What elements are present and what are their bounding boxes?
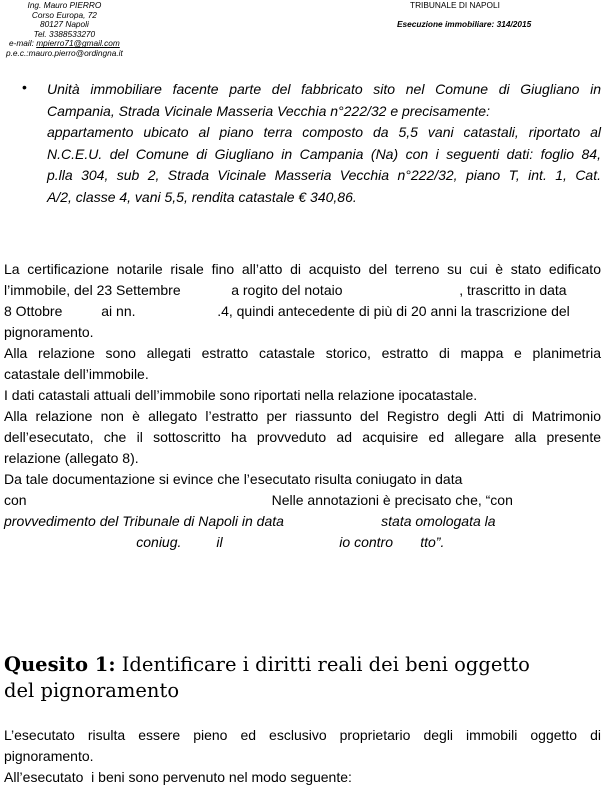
- section-heading-line-2: del pignoramento: [4, 679, 180, 702]
- body-line: I dati catastali attuali dell’immobile sono riportati nella relazione ipocatastale.: [4, 387, 478, 403]
- body-line: pignoramento.: [4, 748, 94, 764]
- section-heading: [4, 652, 530, 704]
- body-line: 8 Ottobre ai nn. .4, quindi antecedente di più di 20 anni la trascrizione del: [4, 303, 570, 319]
- body-line: Da tale documentazione si evince che l’esecutato risulta coniugato in data: [4, 471, 463, 487]
- author-name: Ing. Mauro PIERRO: [27, 0, 102, 10]
- body-paragraph-ownership: [4, 725, 601, 788]
- body-line: l’immobile, del 23 Settembre a rogito del notaio , trascritto in data: [4, 282, 567, 298]
- body-line: All’esecutato i beni sono pervenuto nel modo seguente:: [4, 769, 352, 785]
- body-line: La certificazione notarile risale fino all’atto di acquisto del terreno su cui è stato edificato: [4, 261, 601, 277]
- bullet-line: Campania, Strada Vicinale Masseria Vecchia n°222/32 e precisamente:: [47, 102, 490, 119]
- section-label: Quesito 1:: [4, 653, 116, 676]
- bullet-paragraph: [47, 79, 601, 209]
- author-block: [6, 1, 123, 59]
- author-city: 80127 Napoli: [39, 19, 89, 30]
- author-pec-line: [6, 49, 123, 59]
- pec-label: p.e.c.:: [6, 47, 29, 58]
- section-heading-line: [4, 652, 530, 678]
- bullet-symbol: •: [22, 79, 27, 95]
- body-line: L’esecutato risulta essere pieno ed esclusivo proprietario degli immobili oggetto di: [4, 727, 601, 743]
- bullet-line: A/2, classe 4, vani 5,5, rendita catastale € 340,86.: [47, 188, 357, 205]
- body-line: provvedimento del Tribunale di Napoli in data stata omologata la: [4, 513, 496, 529]
- bullet-line: N.C.E.U. del Comune di Giugliano in Campania (Na) con i seguenti dati: foglio 84,: [47, 145, 601, 162]
- court-name: TRIBUNALE DI NAPOLI: [410, 0, 500, 10]
- bullet-line: p.lla 304, sub 2, Strada Vicinale Masseria Vecchia n°222/32, piano T, int. 1, Cat.: [47, 167, 601, 184]
- author-phone: Tel. 3388533270: [33, 28, 96, 39]
- body-line: pignoramento.: [4, 324, 94, 340]
- body-line: con Nelle annotazioni è precisato che, “con: [4, 492, 513, 508]
- case-number: Esecuzione immobiliare: 314/2015: [397, 19, 532, 29]
- body-line: Alla relazione sono allegati estratto catastale storico, estratto di mappa e planimetria: [4, 345, 601, 361]
- body-line: coniug. il io contro tto”.: [4, 534, 445, 550]
- body-line: catastale dell’immobile.: [4, 366, 149, 382]
- body-paragraph-certification: [4, 259, 601, 553]
- section-title: Identificare i diritti reali dei beni oggetto: [115, 653, 530, 676]
- pec-address: mauro.pierro@ordingna.it: [28, 47, 123, 58]
- body-line: relazione (allegato 8).: [4, 450, 139, 466]
- email-label: e-mail:: [9, 38, 37, 49]
- bullet-line: appartamento ubicato al piano terra composto da 5,5 vani catastali, riportato al: [47, 124, 601, 141]
- email-link[interactable]: mpierro71@gmail.com: [36, 38, 120, 49]
- body-line: dell’esecutato, che il sottoscritto ha provveduto ad acquisire ed allegare alla presente: [4, 429, 601, 445]
- bullet-line: Unità immobiliare facente parte del fabbricato sito nel Comune di Giugliano in: [47, 81, 601, 97]
- author-address: Corso Europa, 72: [31, 9, 97, 20]
- body-line: Alla relazione non è allegato l’estratto per riassunto del Registro degli Atti di Matrimonio: [4, 408, 601, 424]
